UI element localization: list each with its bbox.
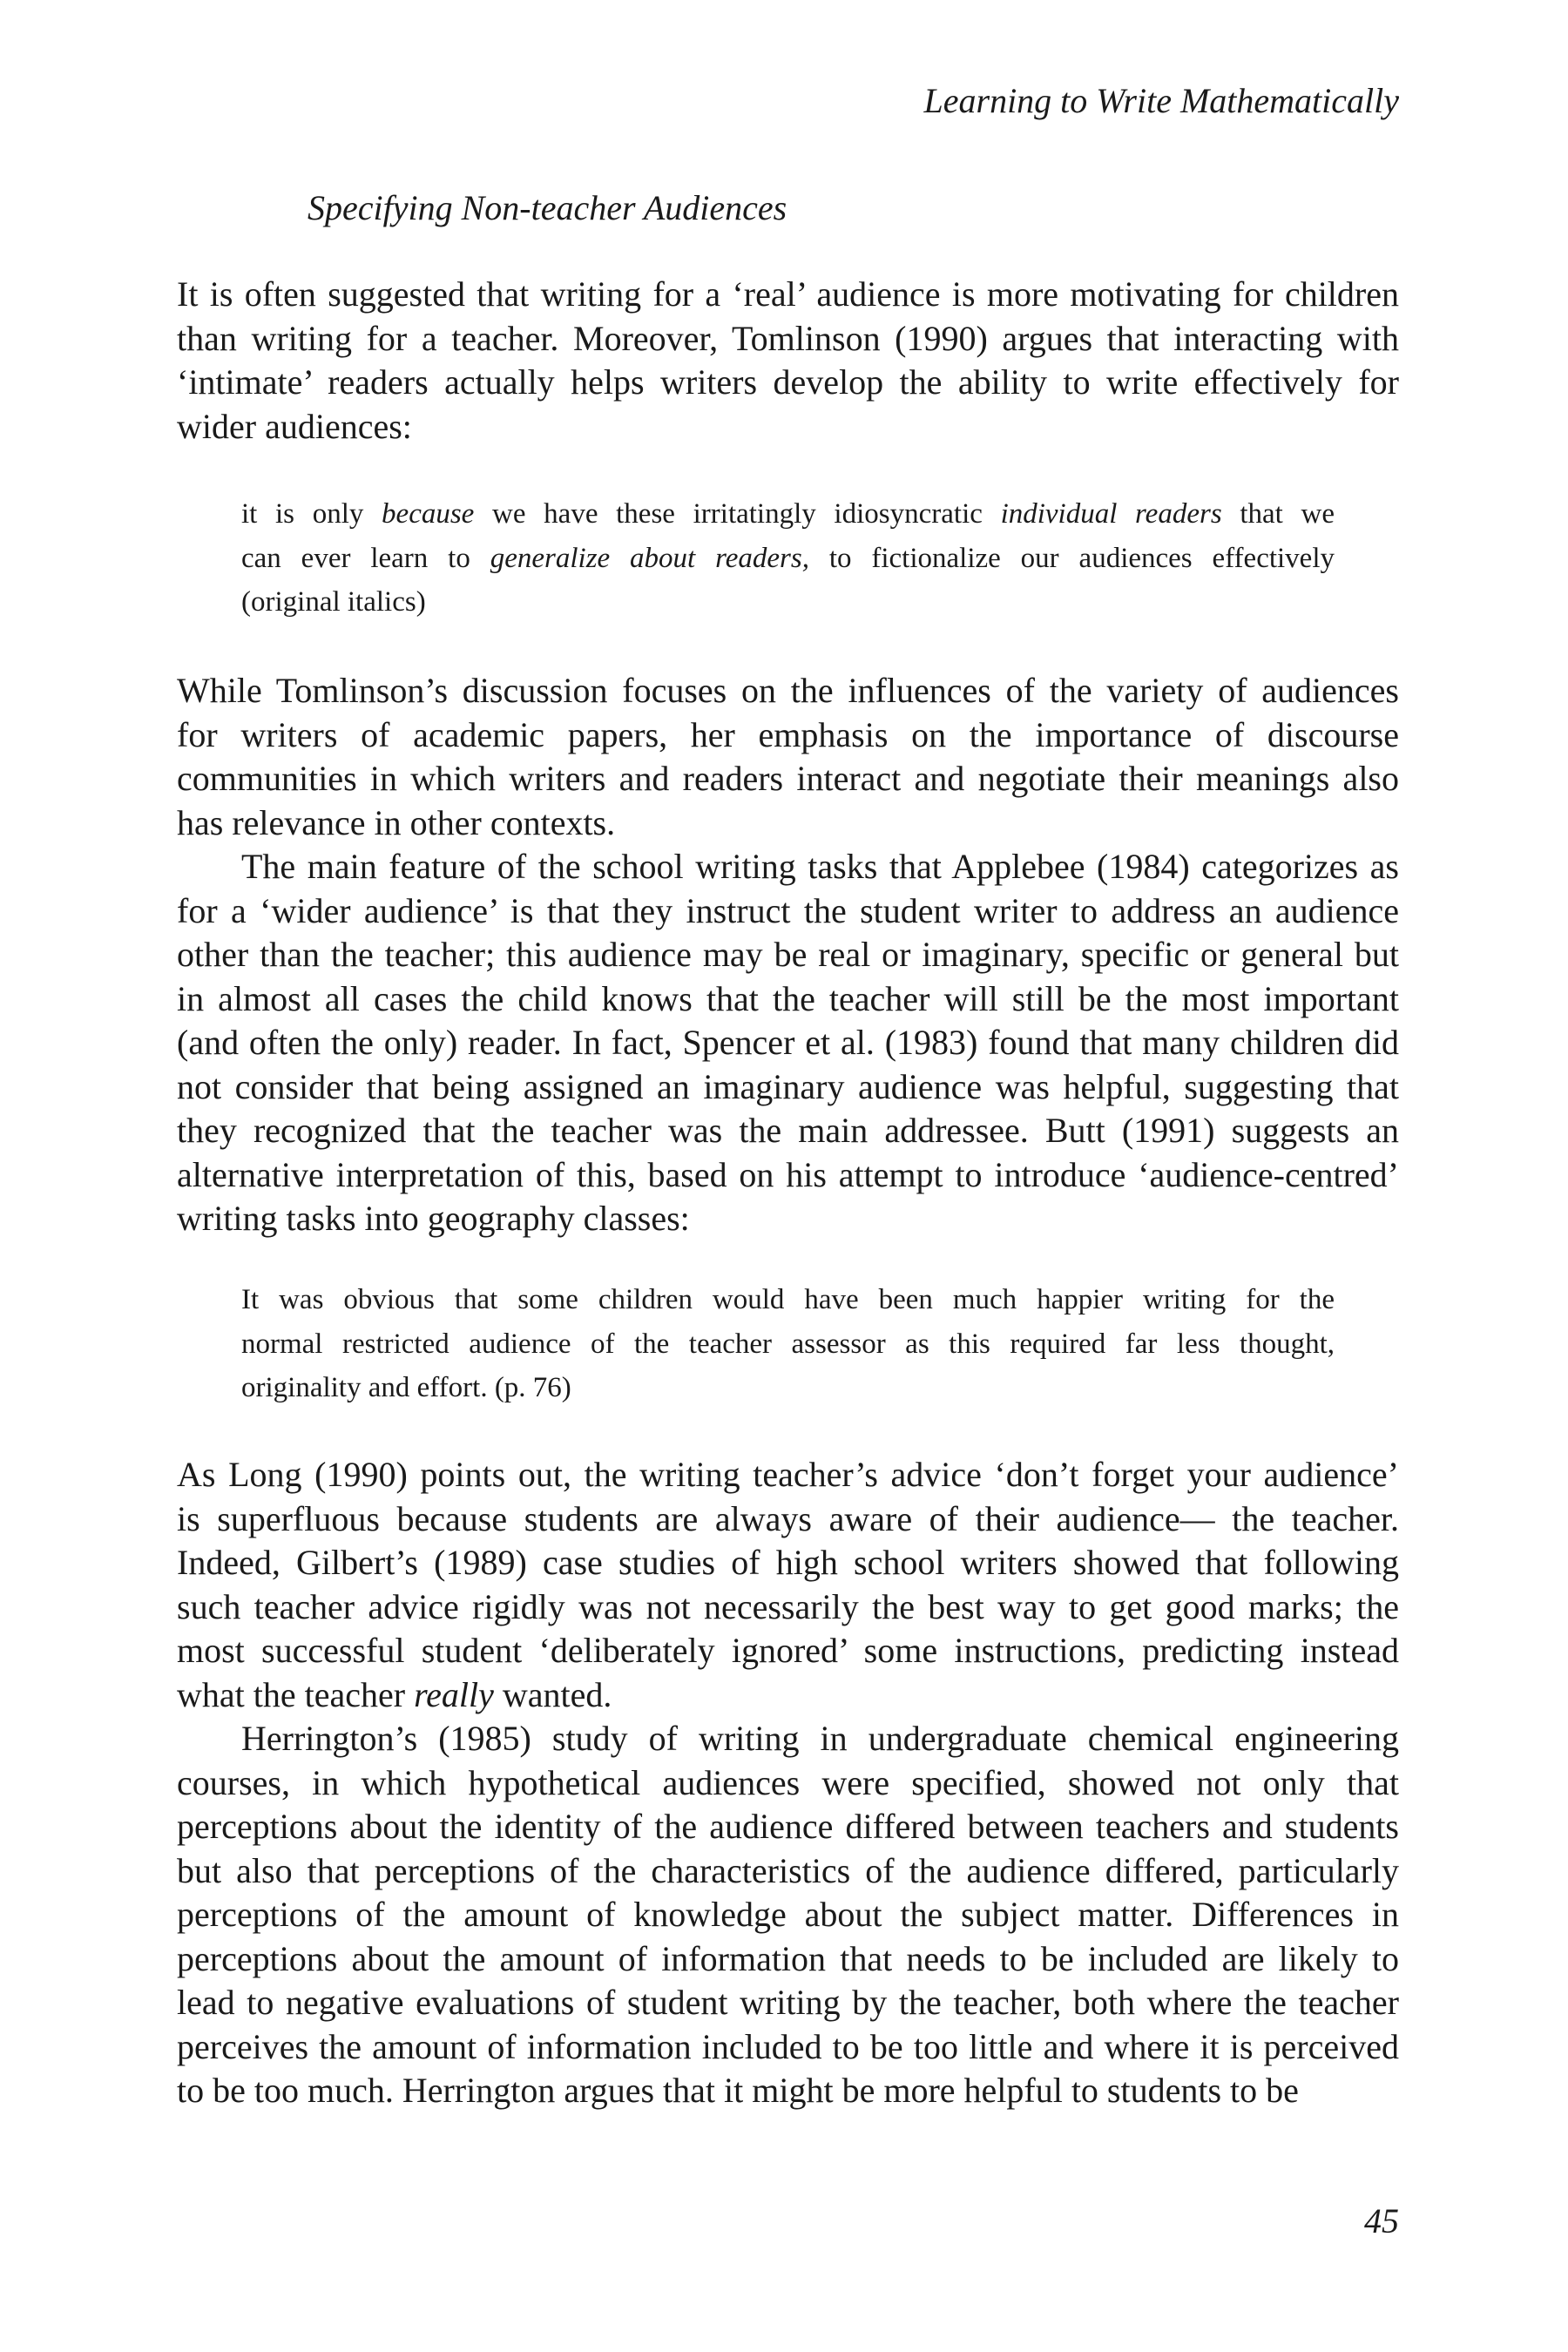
text-line	[177, 273, 1399, 317]
text-run: wanted.	[493, 1674, 612, 1714]
text-line	[241, 1278, 1335, 1322]
text-line	[241, 537, 1335, 581]
paragraph-long-herrington	[177, 1453, 1399, 2113]
text-run: most successful student ‘deliberately ignored’ some instructions, predicting instead	[177, 1631, 1399, 1670]
text-run: perceptions about the identity of the audience differed between teachers and students	[177, 1807, 1399, 1846]
text-line	[177, 1065, 1399, 1110]
text-line	[177, 713, 1399, 758]
italic-text: generalize about readers,	[490, 542, 809, 574]
italic-text: really	[414, 1674, 494, 1714]
text-line	[177, 1021, 1399, 1065]
text-run: normal restricted audience of the teacher assessor as this required far less thought,	[241, 1328, 1335, 1360]
text-run: is superfluous because students are always aware of their audience— the teacher.	[177, 1498, 1399, 1538]
text-run: It was obvious that some children would have been much happier writing for the	[241, 1284, 1335, 1315]
text-run: for writers of academic papers, her emphasis on the importance of discourse	[177, 714, 1399, 754]
text-line	[177, 1893, 1399, 1937]
text-line	[177, 1761, 1399, 1806]
text-run: than writing for a teacher. Moreover, Tomlinson (1990) argues that interacting with	[177, 318, 1399, 358]
block-quote-butt	[241, 1278, 1335, 1410]
text-run: such teacher advice rigidly was not necessarily the best way to get good marks; the	[177, 1586, 1399, 1626]
text-run: can ever learn to	[241, 542, 490, 574]
text-line	[177, 801, 1399, 846]
text-line	[177, 2069, 1399, 2113]
text-line	[177, 1673, 1399, 1718]
text-run: for a ‘wider audience’ is that they instruct the student writer to address an audience	[177, 890, 1399, 930]
italic-text: because	[382, 498, 475, 530]
text-run: It is often suggested that writing for a ‘real’ audience is more motivating for children	[177, 274, 1399, 314]
text-line	[177, 757, 1399, 801]
text-line	[177, 845, 1399, 889]
text-run: to fictionalize our audiences effectively	[808, 542, 1335, 574]
text-line	[177, 1629, 1399, 1673]
text-line	[177, 1497, 1399, 1542]
text-run: writing tasks into geography classes:	[177, 1199, 690, 1238]
text-line	[177, 1197, 1399, 1241]
text-run: The main feature of the school writing tasks that Applebee (1984) categorizes as	[241, 847, 1399, 886]
text-run: they recognized that the teacher was the main addressee. Butt (1991) suggests an	[177, 1111, 1399, 1150]
text-run: not consider that being assigned an imaginary audience was helpful, suggesting that	[177, 1066, 1399, 1106]
text-line	[177, 977, 1399, 1022]
text-run: As Long (1990) points out, the writing teacher’s advice ‘don’t forget your audience’	[177, 1455, 1399, 1494]
text-line	[177, 889, 1399, 934]
text-run: other than the teacher; this audience may be real or imaginary, specific or general but	[177, 935, 1399, 974]
text-run: communities in which writers and readers interact and negotiate their meanings also	[177, 759, 1399, 798]
text-run: perceptions of the amount of knowledge about the subject matter. Differences in	[177, 1895, 1399, 1934]
text-run: Indeed, Gilbert’s (1989) case studies of high school writers showed that following	[177, 1543, 1399, 1582]
text-line	[177, 1717, 1399, 1761]
text-line	[177, 1981, 1399, 2025]
paragraph-tomlinson-applebee	[177, 669, 1399, 1241]
text-line	[241, 492, 1335, 537]
text-run: lead to negative evaluations of student writing by the teacher, both where the teacher	[177, 1983, 1399, 2022]
text-run: ‘intimate’ readers actually helps writers develop the ability to write effectively for	[177, 362, 1399, 402]
text-run: Herrington’s (1985) study of writing in undergraduate chemical engineering	[241, 1719, 1399, 1758]
text-line	[177, 405, 1399, 449]
text-line	[241, 1322, 1335, 1367]
paragraph-intro	[177, 273, 1399, 449]
text-run: While Tomlinson’s discussion focuses on the influences of the variety of audiences	[177, 671, 1399, 710]
text-line	[177, 1585, 1399, 1630]
block-quote-tomlinson	[241, 492, 1335, 625]
text-run: perceives the amount of information included to be too little and where it is perceived	[177, 2026, 1399, 2066]
text-line	[177, 933, 1399, 977]
text-line	[177, 361, 1399, 405]
text-run: alternative interpretation of this, based on his attempt to introduce ‘audience-centred’	[177, 1154, 1399, 1194]
text-run: it is only	[241, 498, 382, 530]
text-line	[177, 1541, 1399, 1585]
text-line	[177, 669, 1399, 713]
text-run: originality and effort. (p. 76)	[241, 1372, 571, 1403]
text-line	[177, 1937, 1399, 1982]
text-run: what the teacher	[177, 1674, 415, 1714]
text-line	[241, 1366, 1335, 1410]
text-line	[177, 1109, 1399, 1153]
text-run: has relevance in other contexts.	[177, 802, 616, 842]
italic-text: individual readers	[1000, 498, 1222, 530]
text-line	[177, 1849, 1399, 1894]
text-line	[177, 1153, 1399, 1198]
text-line	[177, 317, 1399, 362]
running-head: Learning to Write Mathematically	[923, 81, 1399, 120]
text-run: perceptions about the amount of information that needs to be included are likely to	[177, 1938, 1399, 1978]
text-run: but also that perceptions of the characteristics of the audience differed, particularly	[177, 1850, 1399, 1890]
page-number: 45	[1364, 2201, 1399, 2240]
text-line	[177, 1805, 1399, 1849]
text-run: to be too much. Herrington argues that it might be more helpful to students to be	[177, 2071, 1299, 2110]
text-line	[241, 580, 1335, 625]
text-run: (original italics)	[241, 586, 426, 618]
text-run: in almost all cases the child knows that the teacher will still be the most important	[177, 978, 1399, 1018]
text-line	[177, 2025, 1399, 2070]
text-run: (and often the only) reader. In fact, Spencer et al. (1983) found that many children did	[177, 1023, 1399, 1062]
text-run: courses, in which hypothetical audiences were specified, showed not only that	[177, 1762, 1399, 1802]
text-run: we have these irritatingly idiosyncratic	[474, 498, 1001, 530]
section-subheading: Specifying Non-teacher Audiences	[308, 188, 787, 227]
text-run: wider audiences:	[177, 406, 412, 446]
text-line	[177, 1453, 1399, 1497]
text-run: that we	[1221, 498, 1335, 530]
